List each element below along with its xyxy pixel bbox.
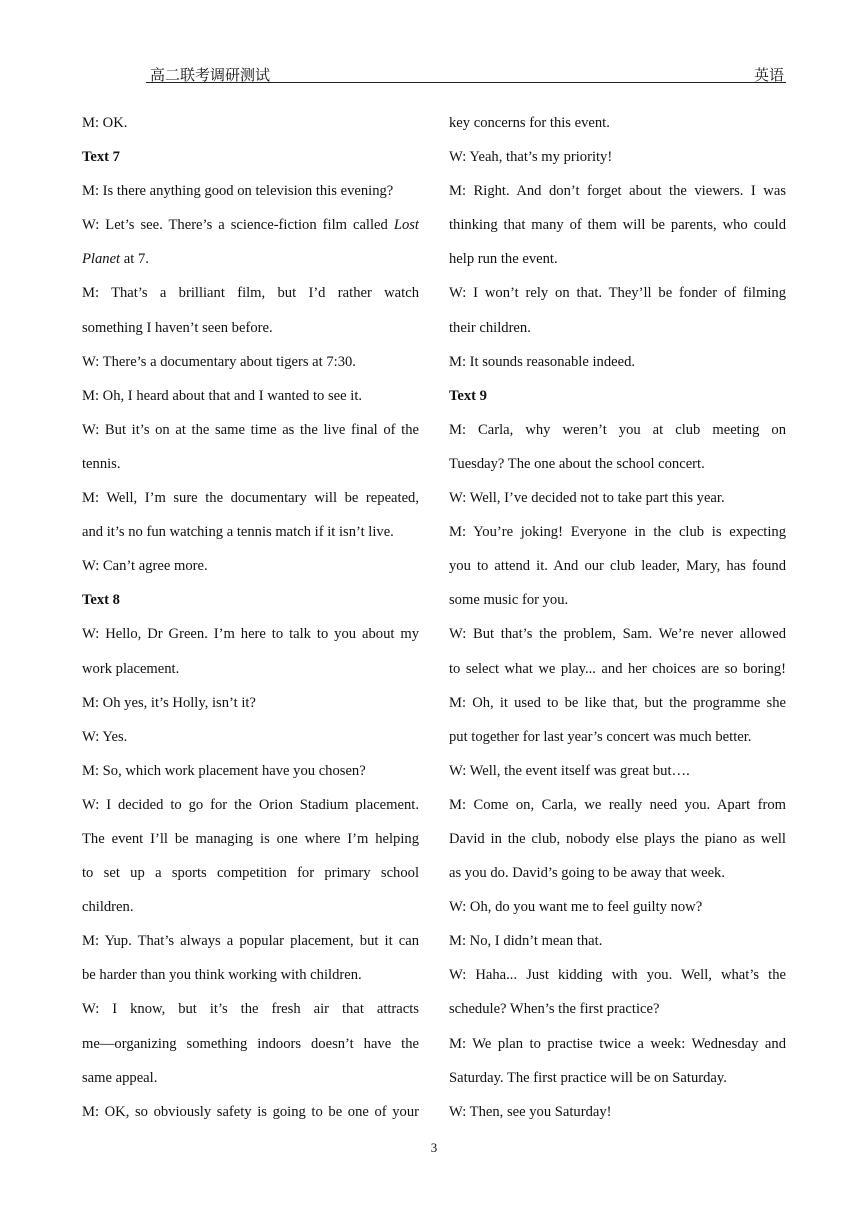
line-text: something I haven’t seen before. [82, 319, 273, 336]
right-column [449, 106, 786, 1129]
text-line [82, 549, 419, 583]
text-line [449, 106, 786, 140]
line-text: W: Let’s see. There’s a science-fiction film called [82, 217, 388, 234]
text-line [82, 924, 419, 958]
line-text: Saturday. The first practice will be on Saturday. [449, 1069, 727, 1086]
text-line [449, 447, 786, 481]
line-text: W: Yes. [82, 728, 128, 745]
text-line [449, 413, 786, 447]
line-text: W: But it’s on at the same time as the live final of the [82, 421, 419, 438]
line-text: key concerns for this event. [449, 115, 610, 131]
text-line [449, 140, 786, 174]
line-text: to select what we play... and her choices are so boring! [449, 660, 786, 677]
text-line [449, 856, 786, 890]
text-line [449, 311, 786, 345]
text-line [82, 1061, 419, 1095]
subject-label: 英语 [753, 68, 784, 84]
text-line [449, 242, 786, 276]
line-text: some music for you. [449, 592, 569, 609]
left-column [82, 106, 419, 1129]
text-line [449, 583, 786, 617]
line-text: W: Can’t agree more. [82, 558, 208, 575]
line-text: M: OK, so obviously safety is going to be one of your [82, 1103, 419, 1120]
line-text: you to attend it. And our club leader, Mary, has found [449, 558, 786, 575]
line-text: M: Oh, I heard about that and I wanted to see it. [82, 387, 363, 404]
text-line [82, 1095, 419, 1129]
text-line [82, 413, 419, 447]
text-line [82, 788, 419, 822]
text-line [82, 754, 419, 788]
line-text: M: That’s a brilliant film, but I’d rather watch [82, 285, 419, 302]
text-line [82, 992, 419, 1026]
line-text: thinking that many of them will be parents, who could [449, 217, 786, 234]
line-text: The event I’ll be managing is one where I’m helping [82, 830, 419, 847]
line-text: their children. [449, 319, 531, 336]
line-text: M: You’re joking! Everyone in the club is expecting [449, 524, 786, 541]
line-text: W: Yeah, that’s my priority! [449, 149, 613, 166]
text-line [449, 1061, 786, 1095]
text-line [82, 345, 419, 379]
text-line [449, 788, 786, 822]
text-line [82, 311, 419, 345]
section-heading [449, 379, 786, 413]
text-line [82, 276, 419, 310]
text-line [82, 958, 419, 992]
line-text: David in the club, nobody else plays the piano as well [449, 830, 786, 847]
text-line [449, 276, 786, 310]
line-text: Text 8 [82, 592, 120, 609]
italic-title: Lost [393, 217, 419, 234]
text-line [449, 924, 786, 958]
text-line [82, 447, 419, 481]
line-text: work placement. [82, 660, 180, 677]
text-line [82, 481, 419, 515]
text-line [82, 1027, 419, 1061]
line-text: M: Oh yes, it’s Holly, isn’t it? [82, 694, 256, 711]
text-line [449, 515, 786, 549]
section-heading [82, 140, 419, 174]
text-line [449, 754, 786, 788]
line-text: M: So, which work placement have you chosen? [82, 762, 366, 779]
line-text: M: Carla, why weren’t you at club meeting on [449, 421, 786, 438]
text-line [449, 822, 786, 856]
text-line [449, 992, 786, 1026]
text-line [449, 720, 786, 754]
text-line [82, 652, 419, 686]
line-text: W: Haha... Just kidding with you. Well, what’s the [449, 967, 786, 984]
text-line [449, 481, 786, 515]
italic-title: Planet [82, 251, 121, 268]
line-text: W: Well, I’ve decided not to take part this year. [449, 490, 725, 507]
line-text: M: Right. And don’t forget about the viewers. I was [449, 183, 786, 200]
text-line [82, 856, 419, 890]
text-line [82, 617, 419, 651]
line-text: W: There’s a documentary about tigers at 7:30. [82, 353, 356, 370]
line-text: W: Oh, do you want me to feel guilty now? [449, 899, 703, 916]
line-text: W: But that’s the problem, Sam. We’re never allowed [449, 626, 786, 643]
line-text: as you do. David’s going to be away that week. [449, 865, 726, 882]
line-text: M: We plan to practise twice a week: Wednesday and [449, 1035, 786, 1052]
text-line [449, 174, 786, 208]
text-line [82, 379, 419, 413]
line-text: help run the event. [449, 251, 558, 268]
line-text: W: Well, the event itself was great but…. [449, 762, 690, 779]
text-line [82, 515, 419, 549]
line-text: M: Yup. That’s always a popular placement, but it can [82, 933, 419, 950]
line-text: to set up a sports competition for primary school [82, 865, 419, 882]
text-line [449, 686, 786, 720]
page-number: 3 [430, 1140, 438, 1155]
text-line [449, 652, 786, 686]
text-line [449, 617, 786, 651]
text-line [82, 208, 419, 242]
line-text: schedule? When’s the first practice? [449, 1001, 660, 1018]
line-text: W: I decided to go for the Orion Stadium placement. [82, 796, 419, 813]
text-line [82, 890, 419, 924]
line-text: children. [82, 899, 134, 916]
line-text: put together for last year’s concert was much better. [449, 728, 752, 745]
line-text: tennis. [82, 455, 121, 472]
line-text: M: Is there anything good on television this evening? [82, 183, 394, 200]
line-text: at 7. [120, 251, 149, 268]
line-text: same appeal. [82, 1069, 158, 1086]
page-header [146, 62, 786, 83]
text-line [82, 174, 419, 208]
section-heading [82, 583, 419, 617]
text-line [82, 686, 419, 720]
line-text: and it’s no fun watching a tennis match if it isn’t live. [82, 524, 394, 541]
line-text: M: Oh, it used to be like that, but the programme she [449, 694, 786, 711]
text-line [449, 549, 786, 583]
line-text: W: Then, see you Saturday! [449, 1103, 612, 1120]
text-line [449, 208, 786, 242]
text-line [82, 106, 419, 140]
line-text: Tuesday? The one about the school concert. [449, 455, 705, 472]
text-line [449, 345, 786, 379]
line-text: M: It sounds reasonable indeed. [449, 353, 636, 370]
text-line [82, 822, 419, 856]
text-line [449, 1095, 786, 1129]
text-line [82, 242, 419, 276]
text-line [449, 890, 786, 924]
line-text: M: Well, I’m sure the documentary will be repeated, [82, 490, 419, 507]
line-text: M: OK. [82, 115, 128, 131]
line-text: W: I won’t rely on that. They’ll be fonder of filming [449, 285, 786, 302]
exam-title: 高二联考调研测试 [150, 68, 271, 84]
line-text: me—organizing something indoors doesn’t have the [82, 1035, 419, 1052]
line-text: M: No, I didn’t mean that. [449, 933, 603, 950]
text-line [449, 958, 786, 992]
line-text: Text 9 [449, 387, 487, 404]
line-text: W: Hello, Dr Green. I’m here to talk to you about my [82, 626, 419, 643]
line-text: Text 7 [82, 149, 120, 166]
text-line [82, 720, 419, 754]
text-line [449, 1027, 786, 1061]
line-text: M: Come on, Carla, we really need you. Apart from [449, 796, 786, 813]
line-text: W: I know, but it’s the fresh air that attracts [82, 1001, 419, 1018]
line-text: be harder than you think working with children. [82, 967, 362, 984]
